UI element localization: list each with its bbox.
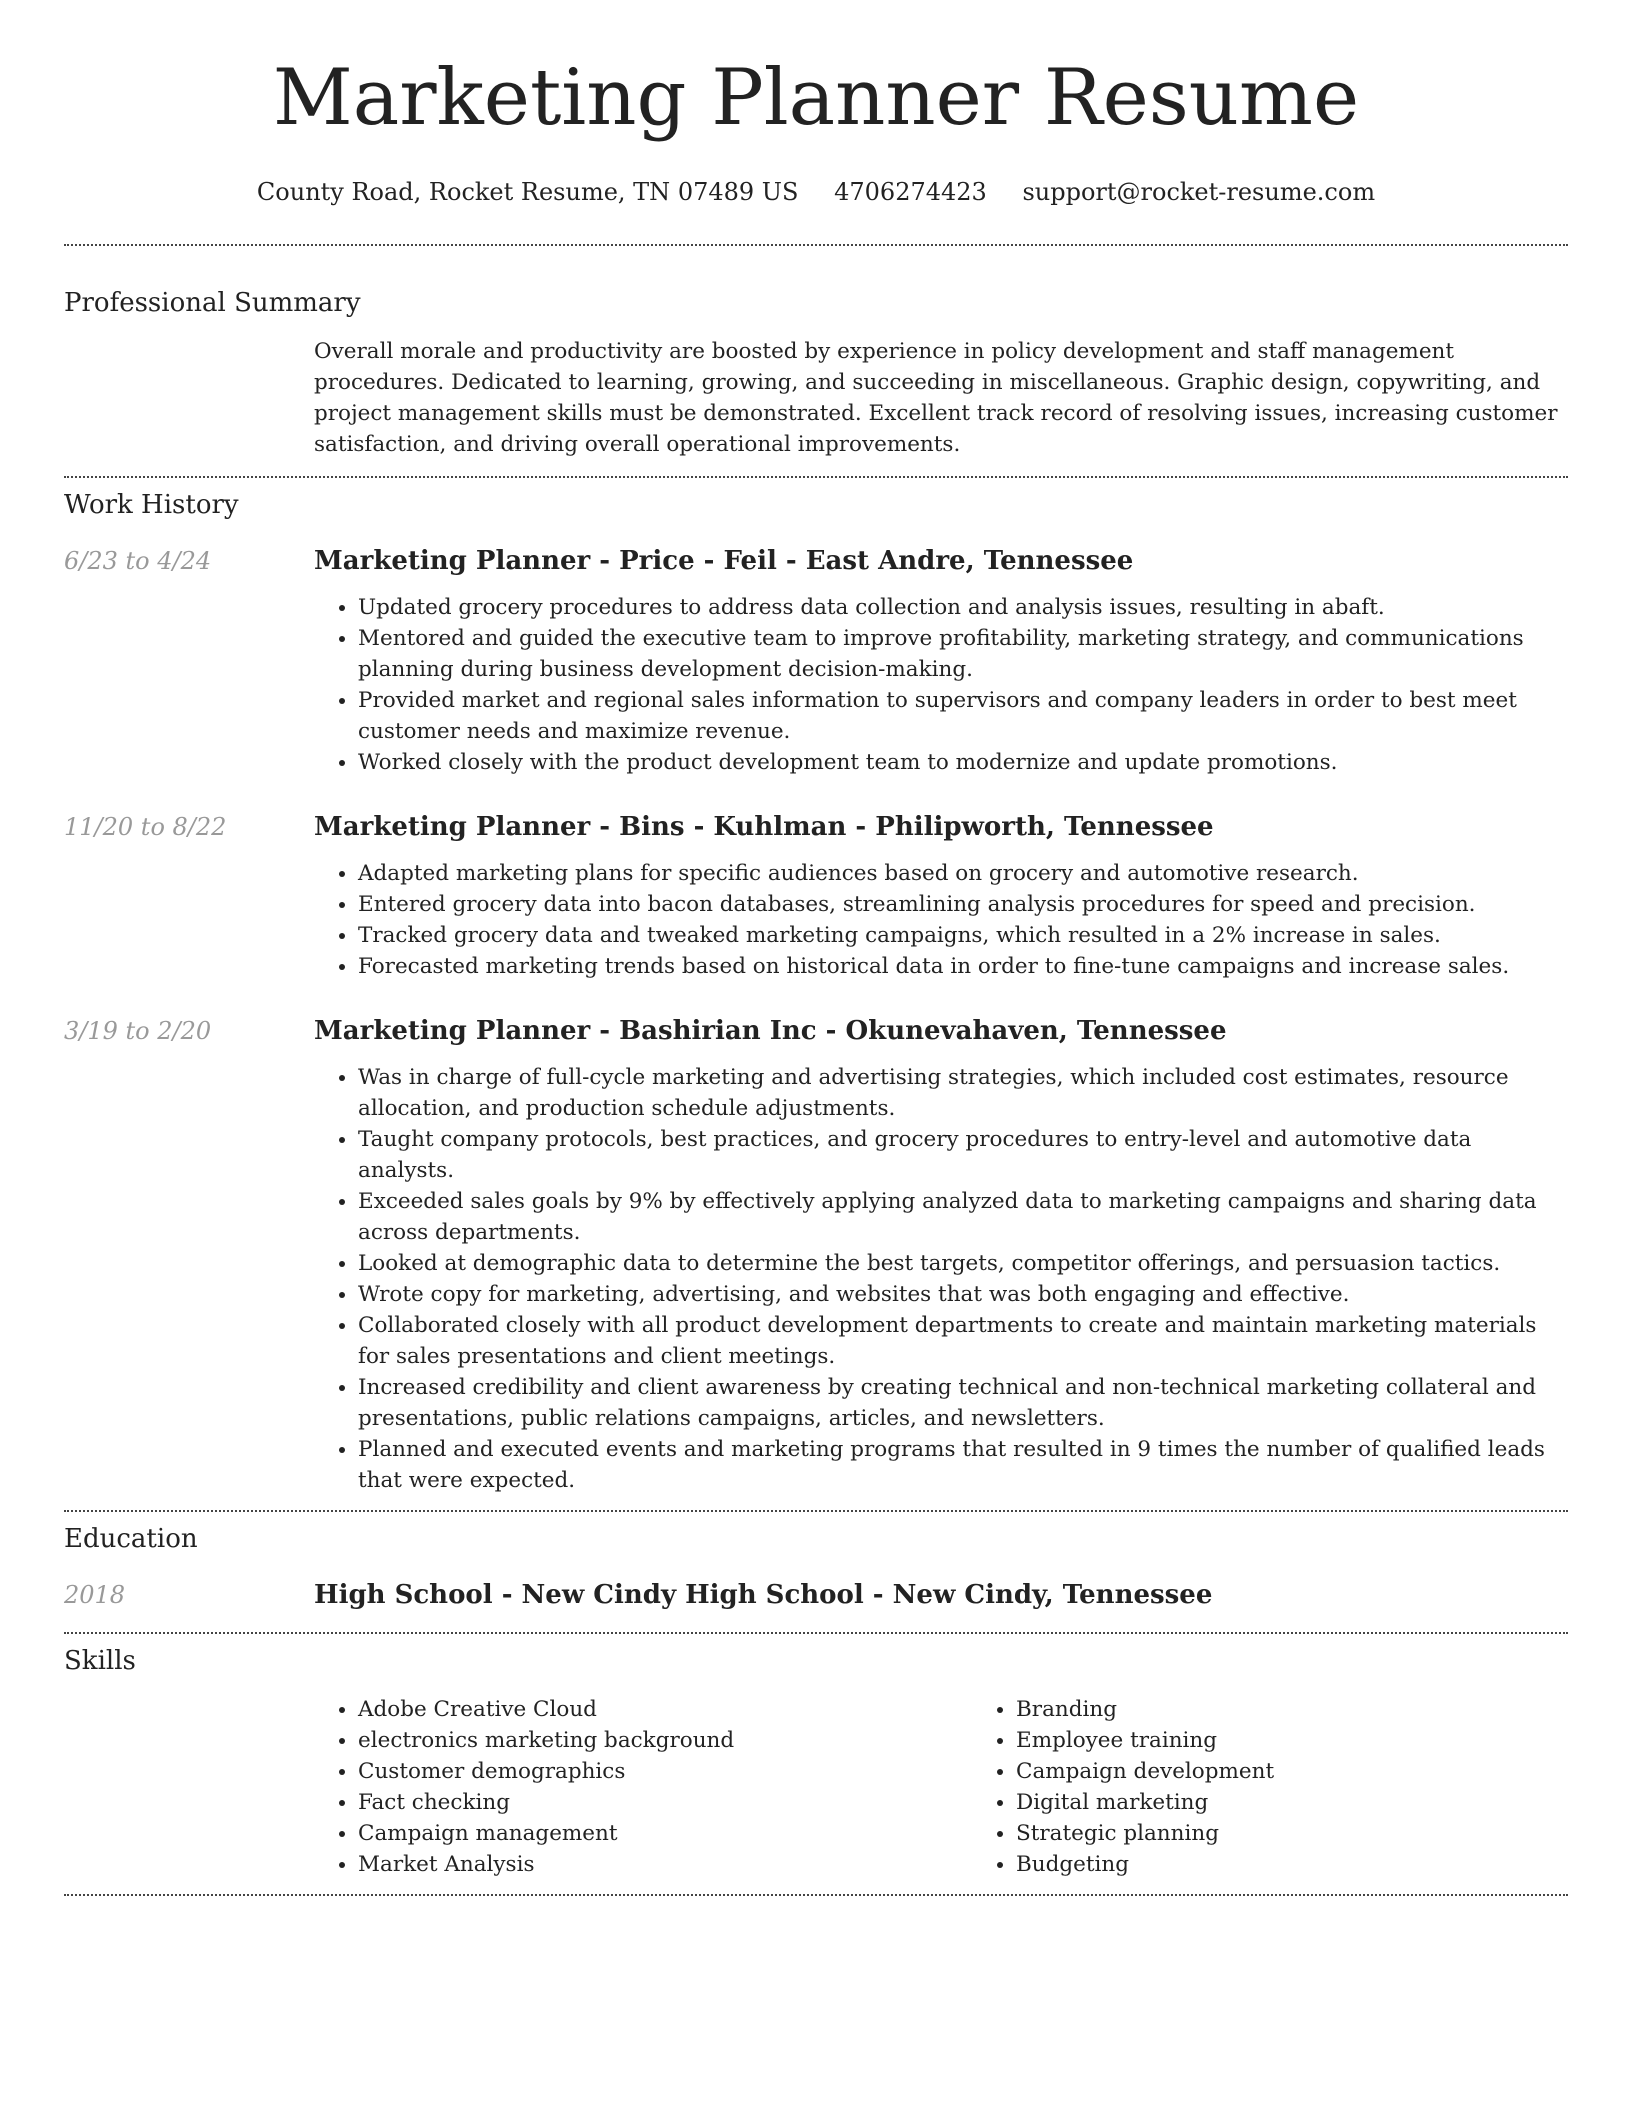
skills-heading: Skills: [64, 1646, 136, 1676]
skill-item: • Strategic planning: [1016, 1818, 1630, 1849]
resume-header: [64, 0, 1568, 208]
job-bullet: • Provided market and regional sales information to supervisors and company leaders in order to best meet customer needs and maximize revenue.: [358, 685, 1568, 747]
education-entry: High School - New Cindy High School - New Cindy, Tennessee: [314, 1580, 1213, 1610]
job-bullet: • Looked at demographic data to determine the best targets, competitor offerings, and persuasion tactics.: [358, 1248, 1568, 1279]
skill-item: • Campaign management: [358, 1818, 972, 1849]
skill-item: • Fact checking: [358, 1787, 972, 1818]
job-bullet: • Updated grocery procedures to address data collection and analysis issues, resulting in abaft.: [358, 592, 1568, 623]
skill-item: • Budgeting: [1016, 1849, 1630, 1880]
job-bullet: • Wrote copy for marketing, advertising, and websites that was both engaging and effective.: [358, 1279, 1568, 1310]
job-bullet: • Taught company protocols, best practices, and grocery procedures to entry-level and automotive data analysts.: [358, 1124, 1568, 1186]
skills-list-left: [314, 1694, 972, 1880]
skill-item: • Employee training: [1016, 1725, 1630, 1756]
skill-item: • electronics marketing background: [358, 1725, 972, 1756]
summary-spacer: [64, 336, 314, 460]
work-history-section: [64, 478, 1568, 1496]
skill-item: • Adobe Creative Cloud: [358, 1694, 972, 1725]
job-bullet: • Planned and executed events and marketing programs that resulted in 9 times the number of qualified leads that were expected.: [358, 1434, 1568, 1496]
page-title: Marketing Planner Resume: [272, 53, 1360, 143]
summary-section: [64, 246, 1568, 460]
job-bullet: • Exceeded sales goals by 9% by effectively applying analyzed data to marketing campaigns and sharing data across departments.: [358, 1186, 1568, 1248]
job-bullet: • Collaborated closely with all product development departments to create and maintain marketing materials for sales presentations and client meetings.: [358, 1310, 1568, 1372]
job-bullet: • Tracked grocery data and tweaked marketing campaigns, which resulted in a 2% increase in sales.: [358, 920, 1568, 951]
contact-address: County Road, Rocket Resume, TN 07489 US: [256, 178, 799, 206]
job-bullet: • Was in charge of full-cycle marketing and advertising strategies, which included cost estimates, resource allocation, and production schedule adjustments.: [358, 1062, 1568, 1124]
education-year: 2018: [64, 1581, 126, 1609]
job-title: Marketing Planner - Bins - Kuhlman - Philipworth, Tennessee: [314, 812, 1214, 842]
job-bullet: • Forecasted marketing trends based on historical data in order to fine-tune campaigns and increase sales.: [358, 951, 1568, 982]
job-bullet: • Adapted marketing plans for specific audiences based on grocery and automotive research.: [358, 858, 1568, 889]
job-bullet: • Worked closely with the product development team to modernize and update promotions.: [358, 747, 1568, 778]
summary-heading: Professional Summary: [64, 288, 361, 318]
job-bullet: • Entered grocery data into bacon databases, streamlining analysis procedures for speed and precision.: [358, 889, 1568, 920]
skills-spacer: [64, 1694, 314, 1880]
education-section: [64, 1512, 1568, 1612]
job-bullet: • Increased credibility and client awareness by creating technical and non-technical marketing collateral and presentations, public relations campaigns, articles, and newsletters.: [358, 1372, 1568, 1434]
job-dates: 11/20 to 8/22: [64, 813, 227, 841]
job-bullets: [314, 858, 1568, 982]
job-bullets: [314, 592, 1568, 778]
job-title: Marketing Planner - Price - Feil - East Andre, Tennessee: [314, 546, 1134, 576]
contact-phone: 4706274423: [834, 178, 987, 206]
skill-item: • Market Analysis: [358, 1849, 972, 1880]
contact-line: [64, 176, 1568, 208]
skill-item: • Branding: [1016, 1694, 1630, 1725]
skills-list-right: [972, 1694, 1630, 1880]
job-bullets: [314, 1062, 1568, 1496]
job-entry: [64, 810, 1568, 982]
job-dates: 3/19 to 2/20: [64, 1017, 212, 1045]
skill-item: • Campaign development: [1016, 1756, 1630, 1787]
skills-section: [64, 1634, 1568, 1880]
summary-text: Overall morale and productivity are boosted by experience in policy development and staff management procedures. Dedicated to learning, growing, and succeeding in miscellaneous. Graphic design, copywriting, and project management skills must be demonstrated. Excellent track record of resolving issues, increasing customer satisfaction, and driving overall operational improvements.: [314, 339, 1558, 457]
job-entry: [64, 544, 1568, 778]
work-history-heading: Work History: [64, 490, 239, 520]
job-entry: [64, 1014, 1568, 1496]
skill-item: • Digital marketing: [1016, 1787, 1630, 1818]
skills-grid: [314, 1694, 1630, 1880]
contact-email: support@rocket-resume.com: [1022, 178, 1376, 206]
job-title: Marketing Planner - Bashirian Inc - Okunevahaven, Tennessee: [314, 1016, 1227, 1046]
skill-item: • Customer demographics: [358, 1756, 972, 1787]
section-divider: [64, 1894, 1568, 1896]
job-bullet: • Mentored and guided the executive team to improve profitability, marketing strategy, and communications planning during business development decision-making.: [358, 623, 1568, 685]
education-heading: Education: [64, 1524, 198, 1554]
job-dates: 6/23 to 4/24: [64, 547, 212, 575]
